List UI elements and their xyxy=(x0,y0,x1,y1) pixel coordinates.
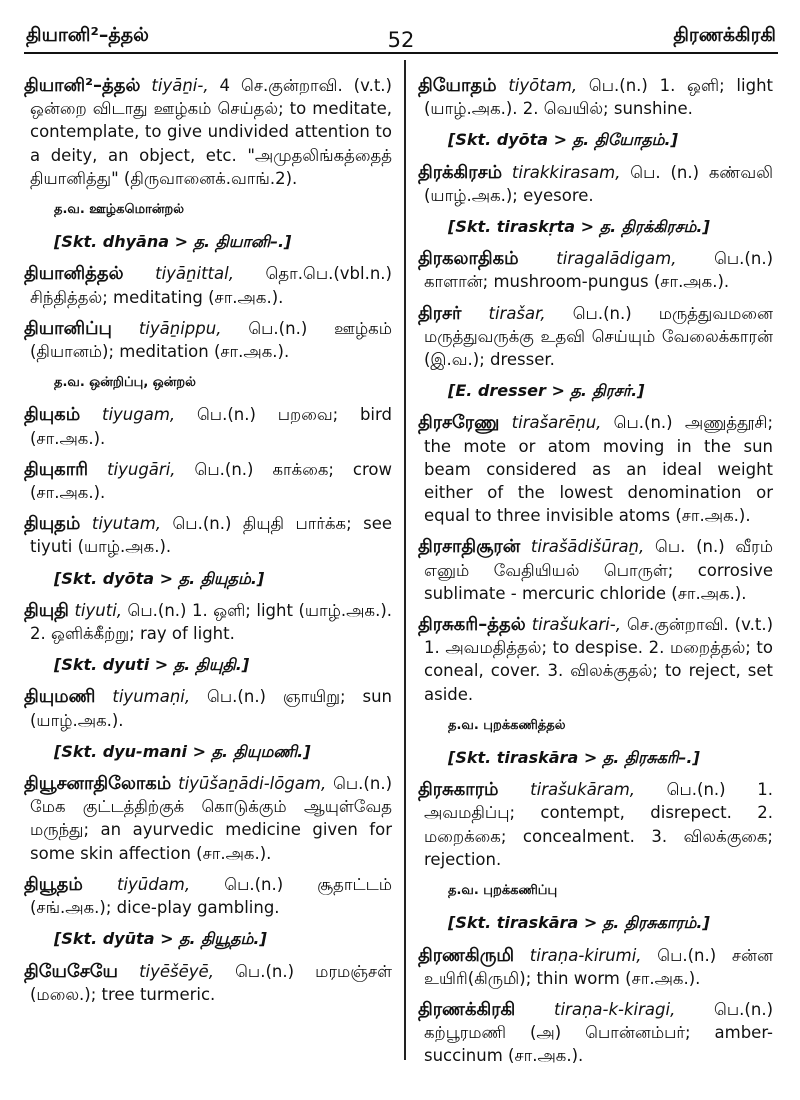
entry-headword: தியூதம் xyxy=(24,873,83,895)
entry-headword: தியானித்தல் xyxy=(24,263,124,285)
page-number: 52 xyxy=(387,28,415,52)
tamil-equivalent-note: த.வ. ஒன்றிப்பு, ஒன்றல் xyxy=(54,375,196,391)
entry-transliteration: tiyēšēyē, xyxy=(139,961,214,981)
entry-definition: பெ.(n.) ஞாயிறு; sun (யாழ்.அக.). xyxy=(30,687,392,730)
dictionary-entry xyxy=(24,960,392,1006)
entry-headword: தியுதி xyxy=(24,599,69,621)
dictionary-entry xyxy=(418,74,773,120)
entry-definition: பெ.(n.) பறவை; bird (சா.அக.). xyxy=(30,405,392,448)
entry-definition: பெ.(n.) மரமஞ்சள் (மலை.); tree turmeric. xyxy=(30,961,392,1004)
entry-transliteration: tiyūšaṉādi-lōgam, xyxy=(178,774,327,794)
entry-definition: பெ.(n.) 1. ஒளி; light (யாழ்.அக.). 2. ஒளிக்கீற்று; ray of light. xyxy=(30,600,392,644)
column-divider xyxy=(404,60,406,1060)
right-column xyxy=(418,74,773,1076)
entry-transliteration: tiyuti, xyxy=(74,600,123,620)
dictionary-entry xyxy=(24,458,392,504)
entry-headword: தியுதம் xyxy=(24,513,81,535)
entry-headword: திரசுகாரம் xyxy=(418,779,499,801)
entry-definition: பெ.(n.) சன்ன உயிரி(கிருமி); thin worm (சா.அக.). xyxy=(424,945,773,988)
dictionary-entry xyxy=(24,685,392,731)
entry-headword: திரணக்கிரகி xyxy=(418,998,516,1020)
entry-headword: திரசர் xyxy=(418,302,462,324)
entry-definition: செ.குன்றாவி. (v.t.) 1. அவமதித்தல்; to despise. 2. மறைத்தல்; to coneal, cover. 3. விலக்குதல்; to reject, set aside. xyxy=(424,615,774,704)
entry-transliteration: tirašādišūraṉ, xyxy=(530,537,645,557)
entry-definition: பெ.(n.) சூதாட்டம் (சங்.அக.); dice-play gambling. xyxy=(30,874,392,918)
entry-definition: பெ.(n.) மேக குட்டத்திற்குக் கொடுக்கும் ஆயுள்வேத மருந்து; an ayurvedic medicine given for some skin affection (சா.அக.). xyxy=(30,774,393,863)
etymology-line: [Skt. dyōta > த. தியோதம்.] xyxy=(448,130,678,150)
header-guide-word-left: தியானி²–த்தல் xyxy=(26,24,149,46)
dictionary-entry xyxy=(418,161,773,207)
dictionary-entry xyxy=(418,302,773,372)
entry-transliteration: tiraṇa-k-kiragi, xyxy=(554,999,676,1019)
etymology-line: [E. dresser > த. திரசர்.] xyxy=(448,381,645,401)
entry-transliteration: tirašar, xyxy=(488,303,546,323)
entry-headword: திரசுகரி–த்தல் xyxy=(418,614,526,636)
dictionary-entry xyxy=(24,599,392,645)
etymology-line: [Skt. tiraskāra > த. திரசுகரி–.] xyxy=(448,748,700,768)
dictionary-entry xyxy=(418,411,773,527)
entry-definition: பெ.(n.) காளான்; mushroom-pungus (சா.அக.). xyxy=(424,249,774,292)
entry-transliteration: tirašukāram, xyxy=(530,780,636,800)
entry-transliteration: tirakkirasam, xyxy=(511,162,621,182)
entry-headword: தியுமணி xyxy=(24,686,96,708)
entry-headword: தியுகாரி xyxy=(24,458,89,480)
etymology-line: [Skt. dyuti > த. தியுதி.] xyxy=(54,655,250,675)
entry-transliteration: tiyāṉippu, xyxy=(138,318,222,338)
entry-transliteration: tirašukari-, xyxy=(531,615,621,635)
entry-definition: பெ. (n.) கண்வலி (யாழ்.அக.); eyesore. xyxy=(424,162,774,205)
dictionary-entry xyxy=(418,998,773,1068)
dictionary-entry xyxy=(418,535,773,605)
entry-transliteration: tiragalādigam, xyxy=(556,249,677,269)
dictionary-entry xyxy=(418,247,773,293)
entry-headword: திரசாதிசூரன் xyxy=(418,536,521,558)
entry-definition: தொ.பெ.(vbl.n.) சிந்தித்தல்; meditating (சா.அக.). xyxy=(30,264,392,307)
entry-headword: திரகலாதிகம் xyxy=(418,248,519,270)
entry-definition: பெ.(n.) 1. ஒளி; light (யாழ்.அக.). 2. வெயில்; sunshine. xyxy=(424,76,773,119)
dictionary-entry xyxy=(24,262,392,308)
entry-transliteration: tiyugam, xyxy=(101,405,176,425)
entry-headword: தியானிப்பு xyxy=(24,317,112,339)
dictionary-entry xyxy=(24,772,392,865)
entry-definition: பெ.(n.) மருத்துவமனை மருத்துவருக்கு உதவி செய்யும் வேலைக்காரன் (இ.வ.); dresser. xyxy=(424,303,774,370)
entry-definition: பெ.(n.) ஊழ்கம் (தியானம்); meditation (சா.அக.). xyxy=(30,318,393,362)
entry-headword: தியேசேயே xyxy=(24,960,118,982)
dictionary-entry xyxy=(24,873,392,919)
entry-headword: தியுகம் xyxy=(24,404,81,426)
entry-transliteration: tiyutam, xyxy=(91,514,162,534)
entry-transliteration: tiyumaṇi, xyxy=(112,687,191,707)
dictionary-entry xyxy=(24,512,392,558)
entry-transliteration: tiyāṉittal, xyxy=(155,264,234,284)
header-guide-word-right: திரணக்கிரகி xyxy=(673,24,776,46)
entry-headword: திரணகிருமி xyxy=(418,944,515,966)
entry-definition: பெ.(n.) தியுதி பார்க்க; see tiyuti (யாழ்.அக.). xyxy=(30,514,392,557)
dictionary-entry xyxy=(24,317,392,363)
entry-transliteration: tiyōtam, xyxy=(508,76,578,95)
entry-definition: பெ.(n.) காக்கை; crow (சா.அக.). xyxy=(30,459,393,503)
dictionary-entry xyxy=(418,613,773,706)
etymology-line: [Skt. dhyāna > த. தியானி–.] xyxy=(54,232,292,252)
dictionary-entry xyxy=(418,778,773,871)
tamil-equivalent-note: த.வ. ஊழ்கமொன்றல் xyxy=(54,202,185,218)
entry-definition: 4 செ.குன்றாவி. (v.t.) ஒன்றை விடாது ஊழ்கம் செய்தல்; to meditate, contemplate, to give undivided attention to a deity, an object, etc. "அமுதலிங்கத்தைத் தியானித்து" (திருவானைக்.வாங்.2). xyxy=(30,76,392,188)
entry-transliteration: tiyūdam, xyxy=(116,874,191,894)
entry-headword: திரசரேணு xyxy=(418,412,500,434)
entry-definition: பெ.(n.) 1. அவமதிப்பு; contempt, disrepect. 2. மறைக்கை; concealment. 3. விலக்குகை; rejection. xyxy=(424,780,773,869)
page-header xyxy=(24,10,778,54)
etymology-line: [Skt. tiraskṛta > த. திரக்கிரசம்.] xyxy=(448,217,710,237)
entry-definition: பெ.(n.) கற்பூரமணி (அ) பொன்னம்பர்; amber-succinum (சா.அக.). xyxy=(424,999,773,1066)
etymology-line: [Skt. dyūta > த. தியூதம்.] xyxy=(54,929,267,949)
entry-transliteration: tirašarēṇu, xyxy=(511,413,602,433)
entry-headword: தியூசனாதிலோகம் xyxy=(24,773,172,795)
entry-transliteration: tiraṇa-kirumi, xyxy=(529,945,642,965)
entry-definition: பெ.(n.) அணுத்தூசி; the mote or atom moving in the sun beam considered as an ideal weight either of the lowest denomination or equal to three invisible atoms (சா.அக.). xyxy=(424,413,773,526)
entry-headword: தியானி²–த்தல் xyxy=(24,75,141,96)
etymology-line: [Skt. dyu-mani > த. தியுமணி.] xyxy=(54,741,311,761)
tamil-equivalent-note: த.வ. புறக்கணிப்பு xyxy=(448,883,558,899)
entry-transliteration: tiyāṉi-, xyxy=(151,76,209,95)
entry-definition: பெ. (n.) வீரம் எனும் வேதியியல் பொருள்; corrosive sublimate - mercuric chloride (சா.அக.). xyxy=(424,537,773,603)
etymology-line: [Skt. dyōta > த. தியுதம்.] xyxy=(54,568,265,588)
tamil-equivalent-note: த.வ. புறக்கணித்தல் xyxy=(448,717,566,733)
entry-transliteration: tiyugāri, xyxy=(107,459,176,479)
dictionary-entry xyxy=(418,944,773,990)
dictionary-entry xyxy=(24,403,392,449)
etymology-line: [Skt. tiraskāra > த. திரசுகாரம்.] xyxy=(448,913,710,933)
dictionary-entry xyxy=(24,74,392,190)
entry-headword: திரக்கிரசம் xyxy=(418,161,503,183)
entry-headword: தியோதம் xyxy=(418,75,497,96)
left-column xyxy=(24,74,392,1014)
